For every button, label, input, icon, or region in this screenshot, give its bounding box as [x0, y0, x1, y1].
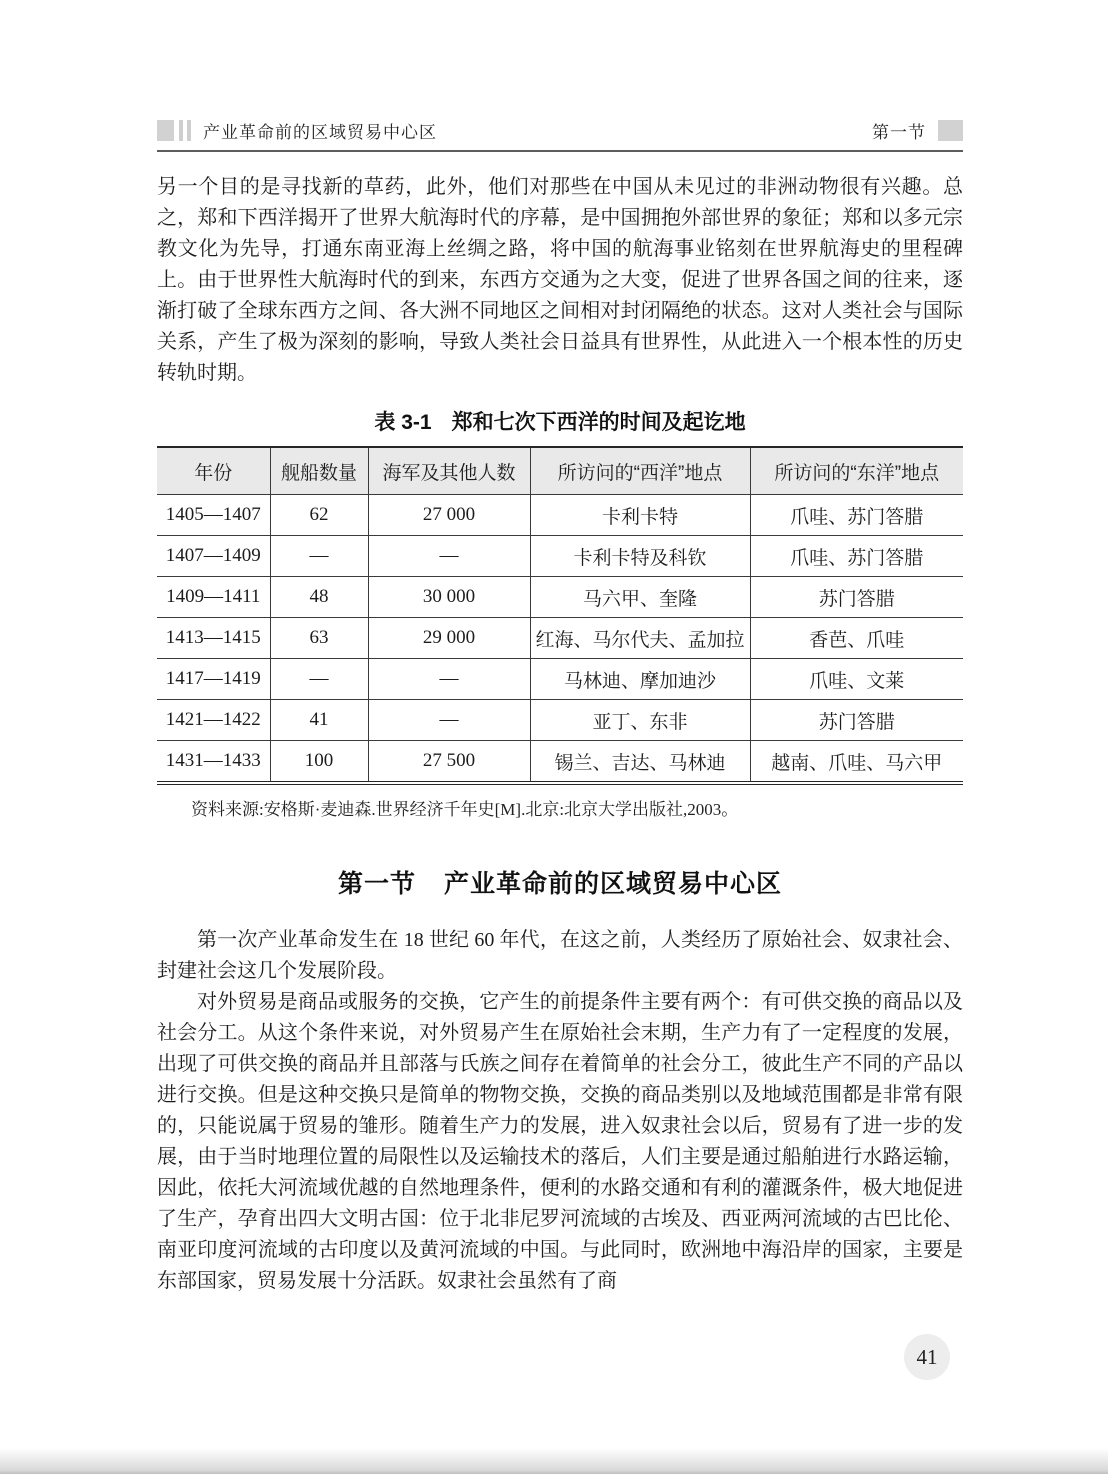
table-cell: 100 — [270, 741, 368, 784]
table-cell: 1407—1409 — [157, 536, 270, 577]
column-header: 所访问的“东洋”地点 — [750, 447, 963, 495]
table-cell: — — [368, 536, 530, 577]
table-cell: 爪哇、苏门答腊 — [750, 536, 963, 577]
table-cell: 62 — [270, 495, 368, 536]
table-cell: 苏门答腊 — [750, 700, 963, 741]
table-cell: 亚丁、东非 — [530, 700, 750, 741]
table-cell: 41 — [270, 700, 368, 741]
table-cell: 1409—1411 — [157, 577, 270, 618]
table-cell: — — [270, 659, 368, 700]
table-cell: 卡利卡特及科钦 — [530, 536, 750, 577]
running-header-section: 第一节 — [872, 123, 926, 142]
table-cell: 1405—1407 — [157, 495, 270, 536]
table-cell: 30 000 — [368, 577, 530, 618]
section-heading-title: 产业革命前的区域贸易中心区 — [444, 870, 783, 898]
header-deco-bar-icon — [187, 120, 191, 141]
column-header: 所访问的“西洋”地点 — [530, 447, 750, 495]
table-cell: — — [368, 659, 530, 700]
intro-paragraph: 另一个目的是寻找新的草药，此外，他们对那些在中国从未见过的非洲动物很有兴趣。总之，郑和下西洋揭开了世界大航海时代的序幕，是中国拥抱外部世界的象征；郑和以多元宗教文化为先导，打通东南亚海上丝绸之路，将中国的航海事业铭刻在世界航海史的里程碑上。由于世界性大航海时代的到来，东西方交通为之大变，促进了世界各国之间的往来，逐渐打破了全球东西方之间、各大洲不同地区之间相对封闭隔绝的状态。这对人类社会与国际关系，产生了极为深刻的影响，导致人类社会日益具有世界性，从此进入一个根本性的历史转轨时期。 — [157, 176, 963, 384]
voyage-table — [157, 446, 963, 785]
page-bottom-shade — [0, 1448, 1108, 1474]
column-header: 舰船数量 — [270, 447, 368, 495]
section-heading — [157, 864, 963, 900]
page-number: 41 — [916, 1344, 938, 1369]
table-cell: 苏门答腊 — [750, 577, 963, 618]
table-row — [157, 618, 963, 659]
header-deco-bar-icon — [179, 120, 183, 141]
table-cell: 爪哇、苏门答腊 — [750, 495, 963, 536]
table-cell: 1413—1415 — [157, 618, 270, 659]
table-row — [157, 659, 963, 700]
table-cell: 马六甲、奎隆 — [530, 577, 750, 618]
table-row — [157, 577, 963, 618]
table-cell: 爪哇、文莱 — [750, 659, 963, 700]
voyage-table-body — [157, 495, 963, 784]
table-caption-label: 表 3-1 — [374, 411, 432, 434]
table-caption-title: 郑和七次下西洋的时间及起讫地 — [451, 411, 746, 434]
table-row — [157, 495, 963, 536]
table-cell: 香芭、爪哇 — [750, 618, 963, 659]
table-cell: 27 500 — [368, 741, 530, 784]
running-header-title: 产业革命前的区域贸易中心区 — [203, 123, 437, 142]
table-cell: — — [270, 536, 368, 577]
running-header — [157, 118, 963, 152]
table-row — [157, 741, 963, 784]
table-cell: 越南、爪哇、马六甲 — [750, 741, 963, 784]
voyage-table-header-row — [157, 447, 963, 495]
table-source-note: 资料来源:安格斯·麦迪森.世界经济千年史[M].北京:北京大学出版社,2003。 — [191, 800, 739, 819]
table-row — [157, 700, 963, 741]
table-cell: 锡兰、吉达、马林迪 — [530, 741, 750, 784]
header-deco-block-icon — [157, 120, 174, 141]
column-header: 年份 — [157, 447, 270, 495]
table-cell: 红海、马尔代夫、孟加拉 — [530, 618, 750, 659]
table-cell: 27 000 — [368, 495, 530, 536]
table-cell: — — [368, 700, 530, 741]
table-cell: 48 — [270, 577, 368, 618]
column-header: 海军及其他人数 — [368, 447, 530, 495]
table-cell: 1417—1419 — [157, 659, 270, 700]
page-number-badge — [904, 1334, 950, 1380]
voyage-table-head — [157, 447, 963, 495]
body-paragraph-1: 第一次产业革命发生在 18 世纪 60 年代，在这之前，人类经历了原始社会、奴隶社会、封建社会这几个发展阶段。 — [157, 929, 963, 982]
table-cell: 1421—1422 — [157, 700, 270, 741]
table-cell: 马林迪、摩加迪沙 — [530, 659, 750, 700]
section-heading-number: 第一节 — [337, 870, 416, 898]
table-cell: 卡利卡特 — [530, 495, 750, 536]
table-caption — [157, 406, 963, 436]
table-row — [157, 536, 963, 577]
body-paragraph-2: 对外贸易是商品或服务的交换，它产生的前提条件主要有两个：有可供交换的商品以及社会分工。从这个条件来说，对外贸易产生在原始社会末期，生产力有了一定程度的发展，出现了可供交换的商品并且部落与氏族之间存在着简单的社会分工，彼此生产不同的产品以进行交换。但是这种交换只是简单的物物交换，交换的商品类别以及地域范围都是非常有限的，只能说属于贸易的雏形。随着生产力的发展，进入奴隶社会以后，贸易有了进一步的发展，由于当时地理位置的局限性以及运输技术的落后，人们主要是通过船舶进行水路运输，因此，依托大河流域优越的自然地理条件，便利的水路交通和有利的灌溉条件，极大地促进了生产，孕育出四大文明古国：位于北非尼罗河流域的古埃及、西亚两河流域的古巴比伦、南亚印度河流域的古印度以及黄河流域的中国。与此同时，欧洲地中海沿岸的国家，主要是东部国家，贸易发展十分活跃。奴隶社会虽然有了商 — [157, 991, 963, 1292]
table-cell: 63 — [270, 618, 368, 659]
header-deco-block-right-icon — [938, 120, 963, 141]
table-cell: 1431—1433 — [165, 750, 261, 771]
table-cell: 29 000 — [368, 618, 530, 659]
